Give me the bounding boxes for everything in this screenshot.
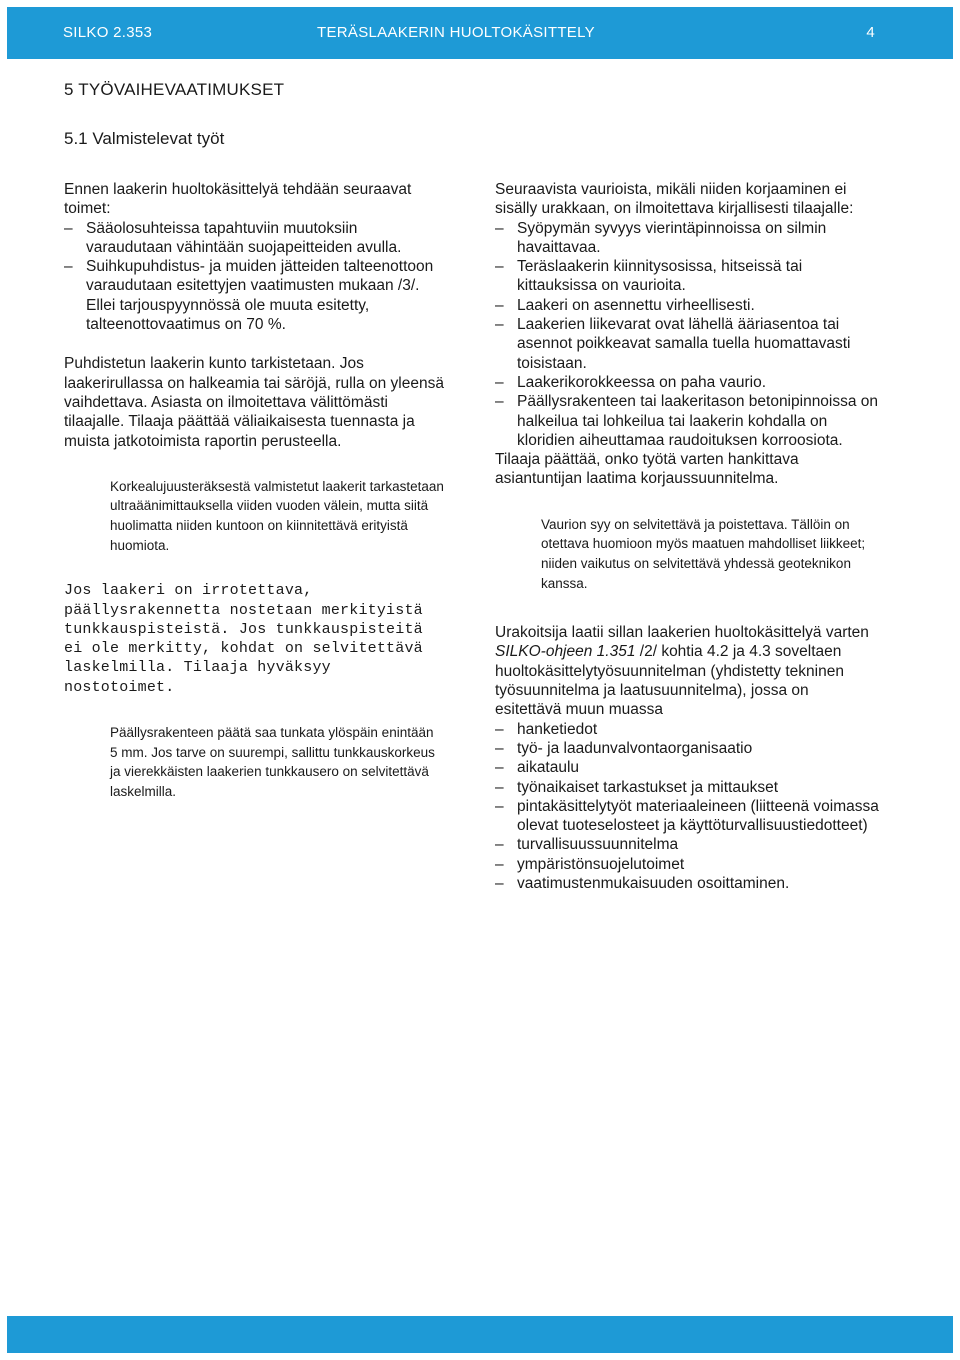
damage-intro: Seuraavista vaurioista, mikäli niiden korjaaminen ei sisälly urakkaan, on ilmoitettava kirjallisesti tilaajalle:	[495, 181, 854, 218]
preparation-item: – Suihkupuhdistus- ja muiden jätteiden talteenottoon varaudutaan esitettyjen vaatimusten mukaan /3/. Ellei tarjouspyynnössä ole muuta esitetty, talteenottovaatimus on 70 %.	[64, 257, 444, 334]
plan-item: – työ- ja laadunvalvontaorganisaatio	[495, 739, 879, 758]
damage-item: – Syöpymän syvyys vierintäpinnoissa on silmin havaittavaa.	[495, 219, 879, 258]
right-column	[495, 180, 879, 893]
header-band	[7, 7, 953, 59]
document-number: SILKO 2.353	[63, 24, 153, 41]
section-heading: 5 TYÖVAIHEVAATIMUKSET	[64, 80, 285, 99]
left-column	[64, 180, 444, 801]
plan-item: – pintakäsittelytyöt materiaaleineen (liitteenä voimassa olevat tuoteselosteet ja käyttöturvallisuustiedotteet)	[495, 797, 879, 836]
damage-item: – Päällysrakenteen tai laakeritason betonipinnoissa on halkeilua tai lohkeilua tai laakerin kohdalla on kloridien aiheuttamaa raudoituksen korroosiota.	[495, 392, 879, 450]
note-jacking-limit: Päällysrakenteen päätä saa tunkata ylöspäin enintään 5 mm. Jos tarve on suurempi, sallittu tunkkauskorkeus ja vierekkäisten laakerien tunkkausero on selvitettävä laskelmilla.	[110, 725, 435, 799]
damage-item: – Teräslaakerin kiinnitysosissa, hitseissä tai kittauksissa on vaurioita.	[495, 257, 879, 296]
footer-band	[7, 1316, 953, 1353]
document-title: TERÄSLAAKERIN HUOLTOKÄSITTELY	[317, 24, 595, 41]
subsection-heading: 5.1 Valmistelevat työt	[64, 129, 225, 148]
damage-item: – Laakerien liikevarat ovat lähellä ääriasentoa tai asennot poikkeavat samalla tuella huomattavasti toisistaan.	[495, 315, 879, 373]
jacking-paragraph: Jos laakeri on irrotettava, päällysrakennetta nostetaan merkityistä tunkkauspisteistä. Jos tunkkauspisteitä ei ole merkitty, kohdat on selvitettävä laskelmilla. Tilaaja hyväksyy nostotoimet.	[64, 582, 423, 696]
note-ultrasound: Korkealujuusteräksestä valmistetut laakerit tarkastetaan ultraäänimittauksella viiden vuoden välein, mutta siitä huolimatta niiden kuntoon on kiinnitettävä erityistä huomiota.	[110, 478, 444, 553]
page-number: 4	[866, 24, 875, 41]
plan-item: – vaatimustenmukaisuuden osoittaminen.	[495, 874, 879, 893]
damage-item: – Laakeri on asennettu virheellisesti.	[495, 296, 879, 315]
plan-item: – turvallisuussuunnitelma	[495, 835, 879, 854]
maintenance-plan-intro: Urakoitsija laatii sillan laakerien huoltokäsittelyä varten SILKO-ohjeen 1.351 /2/ kohtia 4.2 ja 4.3 soveltaen huoltokäsittelytyösuunnitelman (yhdistetty tekninen työsuunnitelma ja laatusuunnitelma), jossa on esitettävä muun muassa	[495, 624, 869, 719]
repair-plan-paragraph: Tilaaja päättää, onko työtä varten hankittava asiantuntijan laatima korjaussuunnitelma.	[495, 451, 799, 488]
note-damage-cause: Vaurion syy on selvitettävä ja poistettava. Tällöin on otettava huomioon myös maatuen mahdolliset liikkeet; niiden vaikutus on selvitettävä yhdessä geoteknikon kanssa.	[541, 516, 866, 591]
plan-item: – hanketiedot	[495, 720, 879, 739]
damage-item: – Laakerikorokkeessa on paha vaurio.	[495, 373, 879, 392]
inspection-paragraph: Puhdistetun laakerin kunto tarkistetaan. Jos laakerirullassa on halkeamia tai säröjä, rulla on yleensä vaihdettava. Asiasta on ilmoitettava välittömästi tilaajalle. Tilaaja päättää väliaikaisesta tuennasta ja muista jatkotoimista raportin perusteella.	[64, 355, 444, 450]
preparation-intro: Ennen laakerin huoltokäsittelyä tehdään seuraavat toimet:	[64, 181, 412, 218]
plan-item: – työnaikaiset tarkastukset ja mittaukset	[495, 778, 879, 797]
preparation-item: – Sääolosuhteissa tapahtuviin muutoksiin varaudutaan vähintään suojapeitteiden avulla.	[64, 219, 444, 258]
plan-item: – aikataulu	[495, 758, 879, 777]
silko-reference-link: SILKO-ohjeen 1.351	[495, 643, 636, 661]
plan-item: – ympäristönsuojelutoimet	[495, 855, 879, 874]
